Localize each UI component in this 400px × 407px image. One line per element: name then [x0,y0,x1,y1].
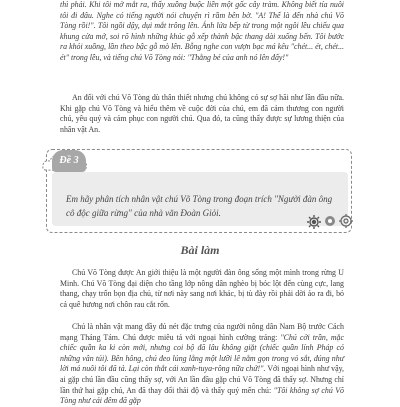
paragraph-3-intro: Chú là nhân vật mang đầy đủ nét đặc trưng của người nông dân Nam Bộ trước Cách mạng Tháng Tám. Chú được miêu tả với ngoại hình cường tráng: [60,322,344,342]
paragraph-3-end-quote: "Tôi không sợ chú Võ Tòng như cái đêm đã gặp [60,385,344,406]
paragraph-3-middle: Với ngoại hình như vậy, ai gặp chú lần đầu cũng thấy sợ, với An lần đầu gặp chú Võ Tòng đã thấy sợ. Nhưng chỉ lần thứ hai gặp chú, An đã thay đổi thái độ và thấy quý mến chú: [60,364,344,395]
paragraph-3 [60,322,344,407]
section-heading: Bài làm [180,243,220,257]
paragraph-2: Chú Võ Tòng được An giới thiệu là một người đàn ông sống một mình trong rừng U Minh. Chú Võ Tòng đại diện cho tầng lớp nông dân nghèo bị bóc lột đến cùng cực, lang thang, chạy trốn bọn địa chủ, từ nơi này sang nơi khác, bị tù đày rồi phải dời ảo ra đi, bỏ cả quê hương nơi chôn rau cắt rốn. [60,268,344,309]
exercise-prompt: Em hãy phân tích nhân vật chú Võ Tòng trong đoạn trích "Người đàn ông cô độc giữa rừng" của nhà văn Đoàn Giỏi. [66,194,333,218]
paragraph-3-quote: "Chú cởi trần, mặc chiếc quần ka ki còn mới, nhưng coi bộ đã lâu không giặt (chiếc quần lính Pháp có những vân túi). Bên hông, chú đeo lủng lẳng một lưỡi lê nằm gọn trong vỏ sắt, đúng như lời má nuôi tôi đã tả. Lại còn thắt cái xanh-tuya-rông nữa chứ!". [60,332,344,374]
story-excerpt: thì phải. Khi tôi mở mắt ra, thấy xuồng buộc liền một gốc cây tràm. Không biết tía nuôi tôi đi đâu. Nghe có tiếng người nói chuyện rì rầm bên bờ. "A! Thế là đến nhà chú Võ Tòng rồi!". Tôi ngồi dậy, dụi mắt trông lên. Ánh lửa bếp từ trong một ngôi lều chiếu qua khung cửa mở, soi rõ hình những khúc gỗ xếp thành bậc thang dài xuống bến. Tôi bước ra khỏi xuồng, lần theo bậc gỗ mò lên. Bỗng nghe con vượn bạc má kêu "chét... ét, chét... ét" trong lều, và tiếng chú Võ Tòng nói: "Thằng bé của anh nó lên đấy!" [60,0,344,62]
exercise-tag [52,150,86,172]
gears-decoration-icon [305,210,355,232]
paragraph-1: An đối với chú Võ Tòng dù thân thiết nhưng chú không có sự sợ hãi như lần đầu nữa. Khi gặp chú Võ Tòng và hiểu thêm về cuộc đời của chú, em đã cảm thương con người chú, yêu quý và cảm phục con người chú. Qua đó, ta cũng thấy được sự lương thiện của nhân vật An. [60,93,344,134]
exercise-tag-label: Đề 3 [59,155,79,166]
